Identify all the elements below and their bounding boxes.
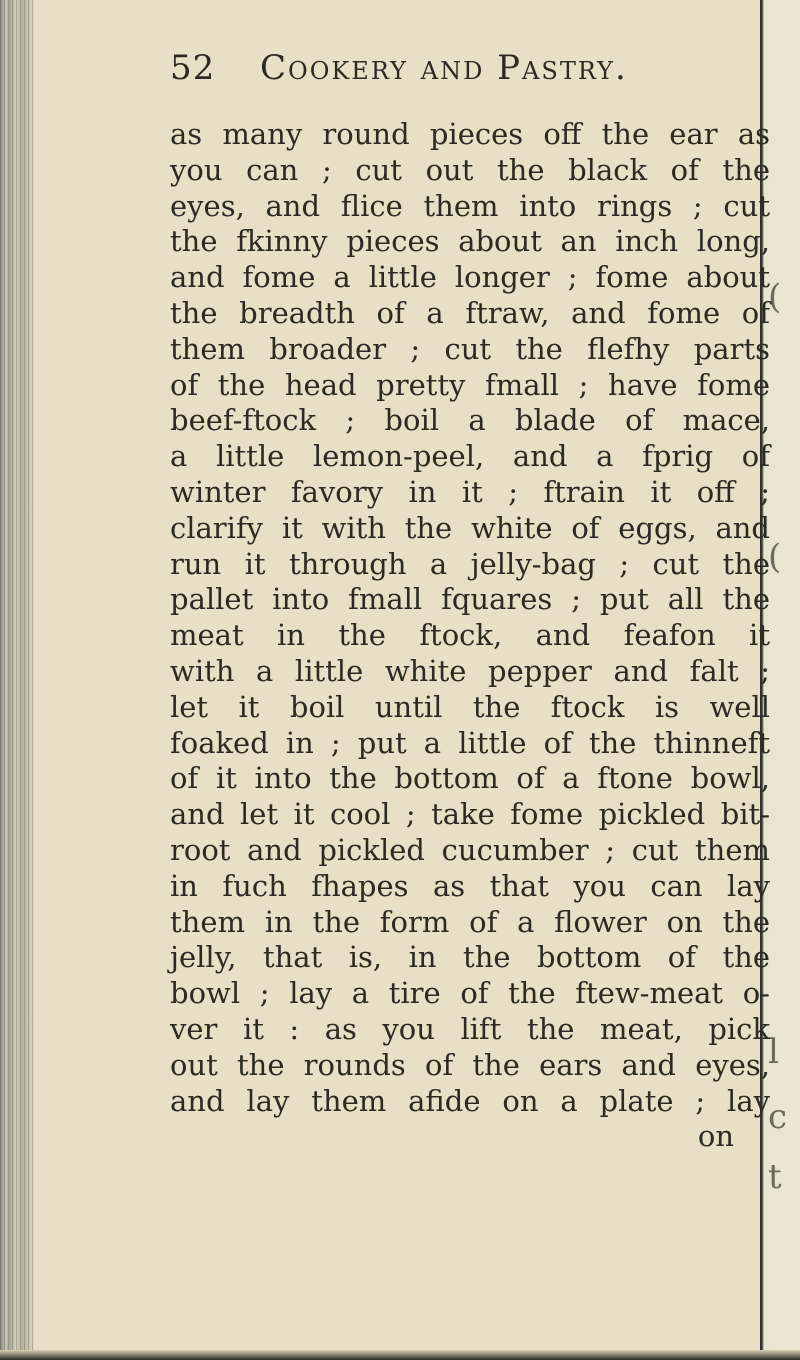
binding-edge-lines bbox=[0, 0, 34, 1360]
bleed-mark: ( bbox=[768, 277, 782, 317]
text-line: of it into the bottom of a ftone bowl, bbox=[170, 761, 770, 796]
text-line: let it boil until the ftock is well bbox=[170, 689, 770, 724]
page-bottom-edge bbox=[0, 1350, 800, 1360]
text-line: winter favory in it ; ftrain it off ; bbox=[170, 474, 770, 509]
body-text bbox=[170, 117, 770, 1155]
text-line: clarify it with the white of eggs, and bbox=[170, 510, 770, 545]
text-line: of the head pretty fmall ; have fome bbox=[170, 367, 770, 402]
bleed-mark: l bbox=[768, 1032, 779, 1072]
text-line: beef-ftock ; boil a blade of mace, bbox=[170, 403, 770, 438]
running-header bbox=[170, 48, 628, 88]
text-line: run it through a jelly-bag ; cut the bbox=[170, 546, 770, 581]
text-line: and fome a little longer ; fome about bbox=[170, 260, 770, 295]
text-line: them in the form of a flower on the bbox=[170, 904, 770, 939]
text-line: root and pickled cucumber ; cut them bbox=[170, 832, 770, 867]
text-line: bowl ; lay a tire of the ftew-meat o- bbox=[170, 976, 770, 1011]
text-line: foaked in ; put a little of the thinneft bbox=[170, 725, 770, 760]
text-line: ver it : as you lift the meat, pick bbox=[170, 1011, 770, 1046]
text-line: the breadth of a ftraw, and fome of bbox=[170, 295, 770, 330]
text-line: eyes, and flice them into rings ; cut bbox=[170, 188, 770, 223]
text-line: meat in the ftock, and feafon it bbox=[170, 618, 770, 653]
running-title: Cookery and Pastry. bbox=[260, 48, 628, 88]
text-line: with a little white pepper and falt ; bbox=[170, 653, 770, 688]
catchword: on bbox=[697, 1119, 734, 1154]
text-line: them broader ; cut the flefhy parts bbox=[170, 331, 770, 366]
text-line: and let it cool ; take fome pickled bit- bbox=[170, 797, 770, 832]
bleed-mark: ( bbox=[768, 537, 782, 577]
bleed-mark: c bbox=[768, 1097, 788, 1137]
text-line: as many round pieces off the ear as bbox=[170, 117, 770, 151]
text-line: pallet into fmall fquares ; put all the bbox=[170, 582, 770, 617]
text-line: out the rounds of the ears and eyes, bbox=[170, 1047, 770, 1082]
text-line: a little lemon-peel, and a fprig of bbox=[170, 439, 770, 474]
text-line: in fuch fhapes as that you can lay bbox=[170, 868, 770, 903]
bleed-mark: t bbox=[768, 1157, 782, 1197]
text-line: jelly, that is, in the bottom of the bbox=[170, 940, 770, 975]
text-line: the fkinny pieces about an inch long, bbox=[170, 224, 770, 259]
page-number: 52 bbox=[170, 48, 216, 88]
text-line: you can ; cut out the black of the bbox=[170, 152, 770, 187]
text-line: and lay them afide on a plate ; lay bbox=[170, 1083, 770, 1118]
